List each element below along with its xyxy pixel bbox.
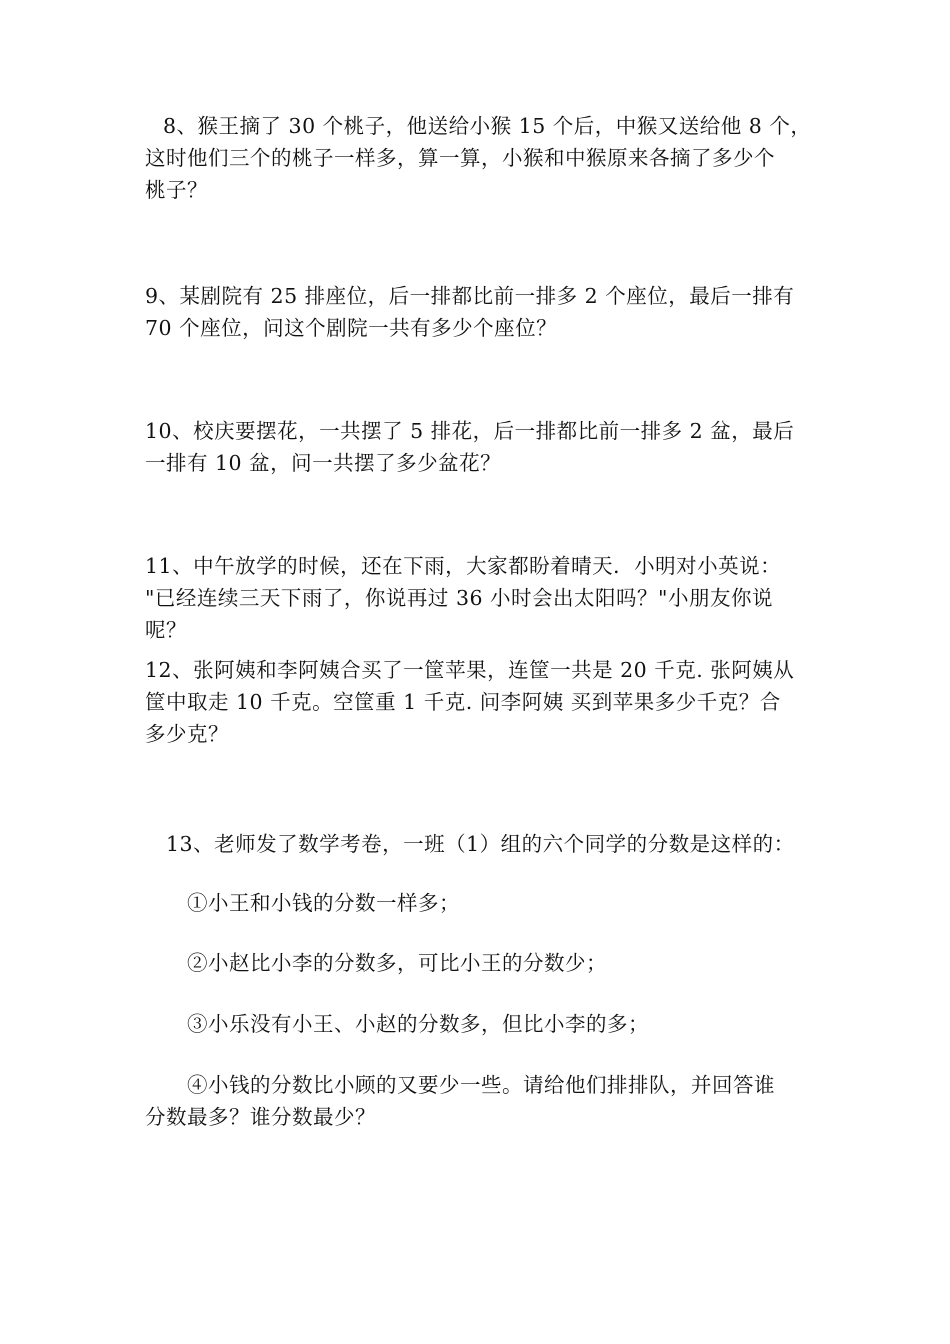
q9-line-1: 9、某剧院有 25 排座位，后一排都比前一排多 2 个座位，最后一排有 [145, 284, 795, 308]
q8-line-3: 桃子？ [145, 178, 208, 202]
q9-line-2: 70 个座位，问这个剧院一共有多少个座位？ [145, 316, 558, 340]
q8-line-1: 8、猴王摘了 30 个桃子，他送给小猴 15 个后，中猴又送给他 8 个， [163, 114, 812, 138]
q13-condition-3: ③小乐没有小王、小赵的分数多，但比小李的多； [187, 1012, 649, 1036]
q13-condition-2: ②小赵比小李的分数多，可比小王的分数少； [187, 951, 607, 975]
q13-condition-4-line-1: ④小钱的分数比小顾的又要少一些。请给他们排排队，并回答谁 [187, 1073, 775, 1097]
q12-line-1: 12、张阿姨和李阿姨合买了一筐苹果，连筐一共是 20 千克. 张阿姨从 [145, 658, 795, 682]
q13-intro: 13、老师发了数学考卷，一班（1）组的六个同学的分数是这样的： [166, 832, 795, 856]
q11-line-2: "已经连续三天下雨了，你说再过 36 小时会出太阳吗？"小朋友你说 [145, 586, 773, 610]
q12-line-2: 筐中取走 10 千克。空筐重 1 千克. 问李阿姨 买到苹果多少千克？合 [145, 690, 781, 714]
q11-line-3: 呢？ [145, 618, 187, 642]
q10-line-1: 10、校庆要摆花，一共摆了 5 排花，后一排都比前一排多 2 盆，最后 [145, 419, 795, 443]
q13-condition-1: ①小王和小钱的分数一样多； [187, 891, 460, 915]
q12-line-3: 多少克？ [145, 722, 229, 746]
q11-line-1: 11、中午放学的时候，还在下雨，大家都盼着晴天．小明对小英说： [145, 554, 782, 578]
q10-line-2: 一排有 10 盆，问一共摆了多少盆花？ [145, 451, 502, 475]
q13-condition-4-line-2: 分数最多？谁分数最少？ [145, 1105, 376, 1129]
q8-line-2: 这时他们三个的桃子一样多，算一算，小猴和中猴原来各摘了多少个 [145, 146, 775, 170]
